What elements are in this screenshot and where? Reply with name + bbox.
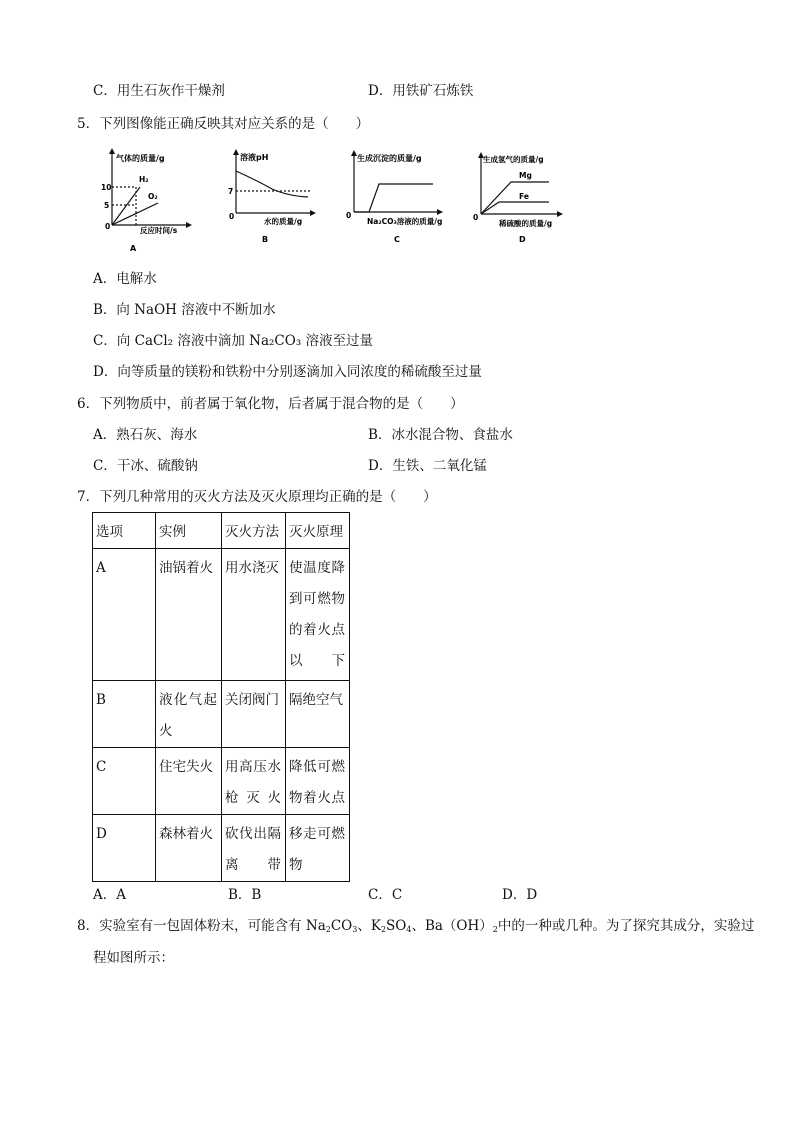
graph-d-fe-label: Fe — [519, 192, 529, 201]
graph-a-h2-label: H₂ — [139, 175, 149, 184]
q6-option-c: C．干冰、硫酸钠 — [93, 458, 198, 474]
q7-option-b: B．B — [228, 887, 262, 903]
table-cell-text: 使温度降到可燃物的着火点以下 — [289, 560, 345, 669]
q7-option-d: D．D — [502, 887, 538, 903]
table-cell: 住宅失火 — [156, 748, 222, 815]
graph-a-o2-line — [112, 203, 158, 225]
table-row — [93, 748, 350, 815]
table-cell-text: 降低可燃物着火点 — [289, 759, 345, 806]
q8-text-pre: 8．实验室有一包固体粉末，可能含有 Na — [77, 918, 326, 934]
graph-d-ylabel: 生成氢气的质量/g — [483, 155, 544, 164]
q5-stem: 5．下列图像能正确反映其对应关系的是（ ） — [77, 116, 370, 132]
graph-b-ylabel: 溶液pH — [240, 153, 269, 162]
table-cell — [286, 748, 350, 815]
table-header-row — [93, 513, 350, 549]
q7-table — [92, 512, 350, 882]
table-header: 灭火原理 — [286, 513, 350, 549]
table-cell: 用水浇灭 — [222, 549, 286, 681]
graph-c-letter: C — [394, 235, 400, 244]
graph-d-origin: 0 — [473, 213, 479, 222]
table-cell — [222, 748, 286, 815]
q8-stem-line2: 程如图所示： — [93, 950, 174, 966]
table-cell — [222, 815, 286, 882]
table-cell: 森林着火 — [156, 815, 222, 882]
graph-d-letter: D — [519, 235, 526, 244]
graph-c-ylabel: 生成沉淀的质量/g — [357, 154, 422, 163]
table-cell: 隔绝空气 — [286, 681, 350, 748]
graph-d-xlabel: 稀硫酸的质量/g — [499, 219, 553, 228]
q6-option-d: D．生铁、二氧化锰 — [368, 458, 487, 474]
q7-option-a: A．A — [93, 887, 126, 903]
q4-option-c: C．用生石灰作干燥剂 — [93, 83, 225, 99]
table-row — [93, 815, 350, 882]
table-cell — [286, 549, 350, 681]
graph-d — [473, 150, 569, 250]
graph-a — [98, 147, 198, 255]
q5-option-c: C．向 CaCl₂ 溶液中滴加 Na₂CO₃ 溶液至过量 — [93, 333, 374, 349]
table-row — [93, 681, 350, 748]
q5-option-b: B．向 NaOH 溶液中不断加水 — [93, 302, 276, 318]
table-cell: 关闭阀门 — [222, 681, 286, 748]
graph-b-origin: 0 — [229, 212, 235, 221]
table-cell-text: 液化气起火 — [159, 692, 217, 739]
table-cell — [286, 815, 350, 882]
graph-a-xlabel: 反应时间/s — [140, 226, 178, 235]
graph-c — [343, 148, 451, 248]
graph-b-letter: B — [262, 235, 269, 244]
q7-stem: 7．下列几种常用的灭火方法及灭火原理均正确的是（ ） — [77, 489, 437, 505]
graph-a-letter: A — [130, 244, 137, 253]
graph-d-mg-label: Mg — [519, 171, 532, 180]
graph-b — [224, 147, 320, 247]
table-cell: C — [93, 748, 156, 815]
graph-a-ylabel: 气体的质量/g — [116, 154, 165, 163]
q4-option-d: D．用铁矿石炼铁 — [368, 83, 474, 99]
q7-option-c: C．C — [368, 887, 403, 903]
q8-stem-line1: 8．实验室有一包固体粉末，可能含有 $Na_2CO_3$、$K_2SO_4$、$Ba(OH)_2$中的一种或几种。为了探究其成分，实验过 — [77, 918, 755, 934]
table-cell-text: 砍伐出隔离带 — [225, 826, 281, 873]
graph-b-ph-curve — [236, 171, 308, 197]
table-cell: A — [93, 549, 156, 681]
table-header: 选项 — [93, 513, 156, 549]
table-cell — [156, 681, 222, 748]
graph-b-tick-7: 7 — [228, 187, 234, 196]
table-header: 灭火方法 — [222, 513, 286, 549]
table-header: 实例 — [156, 513, 222, 549]
q8-text-post: 中的一种或几种。为了探究其成分，实验过 — [497, 918, 755, 934]
graph-a-origin: 0 — [105, 222, 111, 231]
graph-a-tick-5: 5 — [104, 201, 110, 210]
table-row — [93, 549, 350, 681]
table-cell: B — [93, 681, 156, 748]
q6-option-b: B．冰水混合物、食盐水 — [368, 427, 513, 443]
table-cell-text: 移走可燃物 — [289, 826, 345, 873]
table-cell-text: 用高压水枪灭火 — [225, 759, 281, 806]
graph-b-xlabel: 水的质量/g — [264, 217, 303, 226]
table-cell: 油锅着火 — [156, 549, 222, 681]
table-cell: D — [93, 815, 156, 882]
q6-stem: 6．下列物质中，前者属于氧化物，后者属于混合物的是（ ） — [77, 396, 464, 412]
q5-option-a: A．电解水 — [93, 271, 157, 287]
graph-c-xlabel: Na₂CO₃溶液的质量/g — [367, 217, 443, 226]
q6-option-a: A．熟石灰、海水 — [93, 427, 198, 443]
graph-a-o2-label: O₂ — [148, 192, 158, 201]
q5-option-d: D．向等质量的镁粉和铁粉中分别逐滴加入同浓度的稀硫酸至过量 — [93, 364, 482, 380]
graph-c-origin: 0 — [346, 211, 352, 220]
graph-a-tick-10: 10 — [101, 183, 112, 192]
graph-d-mg-line — [481, 182, 549, 214]
graph-c-precipitate-line — [354, 184, 433, 212]
